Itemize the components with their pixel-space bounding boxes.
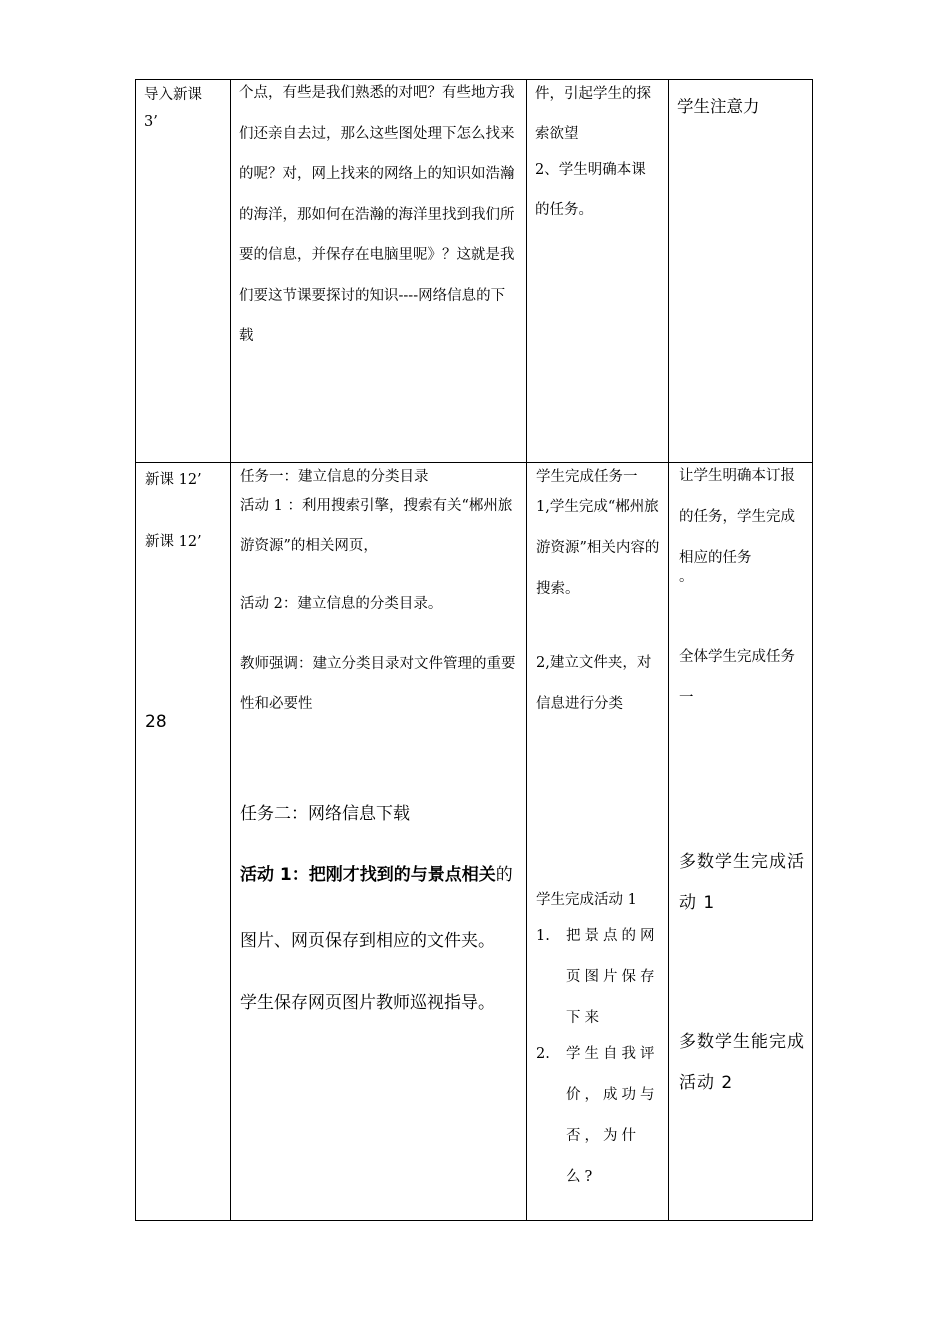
task2-title: 任务二：网络信息下载 xyxy=(240,804,410,824)
column-divider xyxy=(526,80,527,1220)
stage-label: 新课 12’ xyxy=(145,534,202,550)
intent-task-text: 让学生明确本订报的任务，学生完成相应的任务 xyxy=(679,468,795,566)
activity1b-text xyxy=(240,842,522,974)
intent-activity2: 多数学生能完成活动 2 xyxy=(679,1032,805,1093)
student-steps-list xyxy=(536,916,664,1198)
student-task-text: 2、学生明确本课的任务。 xyxy=(535,162,646,218)
list-item: 2. 学生自我评价，成功与否，为什么? xyxy=(536,1046,659,1185)
intent-text: 学生注意力 xyxy=(677,97,760,116)
row1-stage-cell xyxy=(136,80,230,136)
student-activity-block xyxy=(536,888,664,1198)
row1-intent-cell xyxy=(669,80,814,119)
save-guidance-text: 学生保存网页图片教师巡视指导。 xyxy=(240,993,495,1013)
teacher-emphasis-text: 教师强调：建立分类目录对文件管理的重要性和必要性 xyxy=(240,656,516,712)
activity1b-rest: 的图片、网页保存到相应的文件夹。 xyxy=(240,865,513,951)
task2-block xyxy=(240,796,522,1036)
row1-student-cell xyxy=(527,80,668,230)
intent-activity1: 多数学生完成活动 1 xyxy=(679,852,805,913)
activity1b-bold: 活动 1：把刚才找到的与景点相关 xyxy=(240,865,496,885)
stage-label: 新课 12’ xyxy=(145,472,202,488)
row2-minutes: 28 xyxy=(145,712,167,732)
student-folder-text: 2,建立文件夹，对信息进行分类 xyxy=(536,655,652,712)
stage-label: 导入新课 xyxy=(144,87,202,103)
student-activity1-text: 学生完成活动 1 xyxy=(536,892,637,908)
intent-period: 。 xyxy=(679,569,694,585)
student-search-text: 1,学生完成“郴州旅游资源”相关内容的搜索。 xyxy=(536,499,660,597)
stage-time: 3’ xyxy=(144,114,158,130)
row2-stage-cell xyxy=(145,466,229,556)
row1-content-cell xyxy=(231,80,526,357)
row2-intent-cell xyxy=(679,463,807,719)
row2-content-cell xyxy=(240,463,520,724)
lesson-plan-table xyxy=(135,79,813,1221)
task1-title: 任务一：建立信息的分类目录 xyxy=(240,469,429,485)
column-divider xyxy=(668,80,669,1220)
list-item: 1. 把景点的网页图片保存下来 xyxy=(536,928,659,1026)
activity1-text: 活动 1 ：利用搜索引擎，搜索有关“郴州旅游资源”的相关网页， xyxy=(240,498,513,554)
intent-activity-block xyxy=(679,842,807,1104)
student-task1-text: 学生完成任务一 xyxy=(536,469,638,485)
intent-all-complete: 全体学生完成任务一 xyxy=(679,649,795,706)
intro-text: 个点，有些是我们熟悉的对吧？有些地方我们还亲自去过，那么这些图处理下怎么找来的呢？对，网上找来的网络上的知识如浩瀚的海洋，那如何在浩瀚的海洋里找到我们所要的信息，并保存在电脑里呢》？这就是我们要这节课要探讨的知识----网络信息的下载 xyxy=(239,85,515,344)
row2-student-cell xyxy=(536,463,664,725)
student-activity-text: 件，引起学生的探索欲望 xyxy=(535,86,651,142)
activity2-text: 活动 2：建立信息的分类目录。 xyxy=(240,596,443,612)
